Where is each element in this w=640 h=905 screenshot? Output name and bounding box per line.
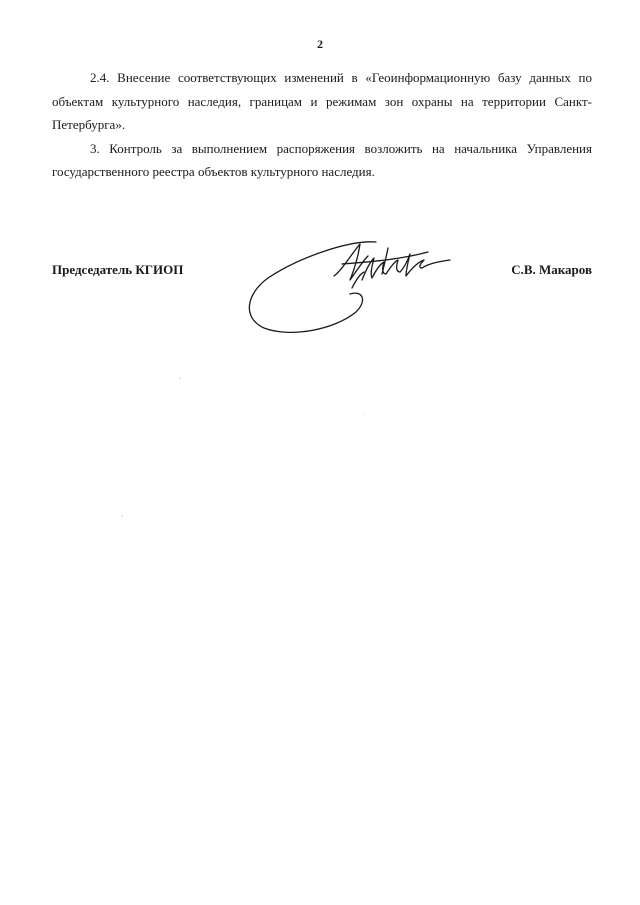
document-body — [52, 66, 592, 184]
handwritten-signature — [238, 234, 458, 340]
signatory-position: Председатель КГИОП — [52, 262, 184, 277]
paragraph-item-3: 3. Контроль за выполнением распоряжения возложить на начальника Управления государственного реестра объектов культурного наследия. — [52, 140, 592, 179]
signatory-name: С.В. Макаров — [511, 262, 592, 277]
page-number: 2 — [317, 37, 323, 51]
paragraph-item-2-4: 2.4. Внесение соответствующих изменений в «Геоинформационную базу данных по объектам культурного наследия, границам и режимам зон охраны на территории Санкт-Петербурга». — [52, 70, 592, 132]
